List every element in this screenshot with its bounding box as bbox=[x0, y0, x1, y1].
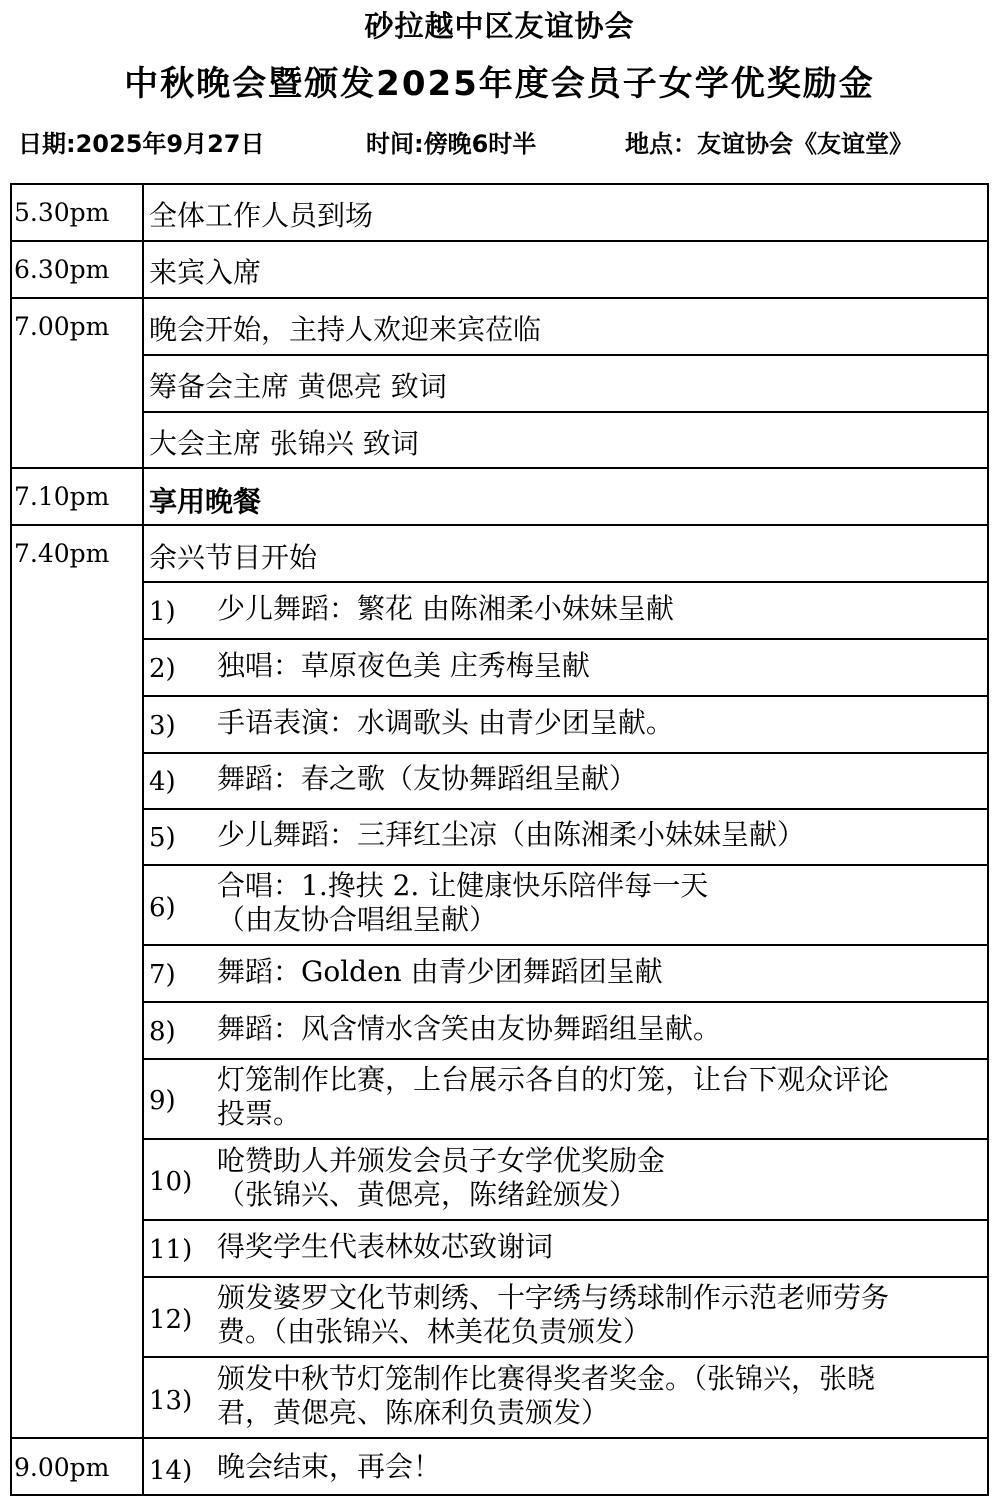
item-text: 呛赞助人并颁发会员子女学优奖励金 （张锦兴、黄偲亮，陈绪銓颁发） bbox=[217, 1144, 666, 1211]
item-text: 舞蹈：风含情水含笑由友协舞蹈组呈献。 bbox=[217, 1012, 722, 1045]
item-text: 少儿舞蹈：繁花 由陈湘柔小妹妹呈献 bbox=[217, 592, 674, 625]
row-divider bbox=[143, 1356, 988, 1358]
item-number: 5) bbox=[149, 823, 176, 853]
activity-text: 来宾入席 bbox=[149, 256, 262, 289]
item-number: 10) bbox=[149, 1167, 193, 1197]
time-cell: 5.30pm bbox=[14, 198, 110, 227]
row-divider bbox=[143, 638, 988, 640]
item-number: 8) bbox=[149, 1017, 176, 1047]
item-number: 9) bbox=[149, 1086, 176, 1116]
event-title: 中秋晚会暨颁发2025年度会员子女学优奖励金 bbox=[124, 64, 875, 104]
row-divider bbox=[143, 752, 988, 754]
item-text: 晚会结束，再会！ bbox=[217, 1450, 442, 1483]
activity-text: 筹备会主席 黄偲亮 致词 bbox=[149, 370, 447, 403]
item-number: 1) bbox=[149, 597, 176, 627]
time-cell: 9.00pm bbox=[14, 1453, 110, 1482]
row-divider bbox=[143, 944, 988, 946]
row-divider bbox=[143, 354, 988, 356]
activity-text: 余兴节目开始 bbox=[149, 541, 318, 574]
row-divider bbox=[143, 411, 988, 413]
row-divider bbox=[11, 524, 988, 526]
item-text: 颁发中秋节灯笼制作比赛得奖者奖金。（张锦兴，张晓 君，黄偲亮、陈庥利负责颁发） bbox=[217, 1362, 876, 1429]
activity-text: 享用晚餐 bbox=[149, 485, 262, 518]
item-text: 颁发婆罗文化节刺绣、十字绣与绣球制作示范老师劳务 费。（由张锦兴、林美花负责颁发） bbox=[217, 1281, 890, 1348]
column-divider bbox=[142, 184, 144, 1495]
row-divider bbox=[143, 808, 988, 810]
row-divider bbox=[143, 1138, 988, 1140]
item-number: 11) bbox=[149, 1235, 193, 1265]
item-text: 灯笼制作比赛，上台展示各自的灯笼，让台下观众评论 投票。 bbox=[217, 1063, 890, 1130]
item-number: 3) bbox=[149, 711, 176, 741]
item-number: 12) bbox=[149, 1305, 193, 1335]
row-divider bbox=[143, 695, 988, 697]
item-number: 6) bbox=[149, 893, 176, 923]
event-time: 时间:傍晚6时半 bbox=[366, 130, 537, 158]
organization-name: 砂拉越中区友谊协会 bbox=[364, 9, 635, 43]
row-divider bbox=[143, 1001, 988, 1003]
item-number: 7) bbox=[149, 960, 176, 990]
row-divider bbox=[143, 581, 988, 583]
row-divider bbox=[11, 467, 988, 469]
time-cell: 7.10pm bbox=[14, 482, 110, 511]
event-date: 日期:2025年9月27日 bbox=[18, 130, 265, 158]
row-divider bbox=[143, 864, 988, 866]
item-text: 手语表演：水调歌头 由青少团呈献。 bbox=[217, 706, 674, 739]
event-venue: 地点：友谊协会《友谊堂》 bbox=[625, 130, 913, 158]
item-number: 2) bbox=[149, 654, 176, 684]
item-number: 14) bbox=[149, 1456, 193, 1486]
row-divider bbox=[11, 240, 988, 242]
item-text: 舞蹈：春之歌（友协舞蹈组呈献） bbox=[217, 762, 638, 795]
item-number: 4) bbox=[149, 767, 176, 797]
time-cell: 7.40pm bbox=[14, 539, 110, 568]
row-divider bbox=[11, 1437, 988, 1439]
item-text: 合唱：1.搀扶 2. 让健康快乐陪伴每一天 （由友协合唱组呈献） bbox=[217, 869, 709, 936]
row-divider bbox=[143, 1219, 988, 1221]
item-text: 少儿舞蹈：三拜红尘凉（由陈湘柔小妹妹呈献） bbox=[217, 818, 806, 851]
item-text: 舞蹈：Golden 由青少团舞蹈团呈献 bbox=[217, 955, 663, 988]
item-text: 得奖学生代表林奻芯致谢词 bbox=[217, 1230, 554, 1263]
row-divider bbox=[143, 1276, 988, 1278]
row-divider bbox=[11, 297, 988, 299]
activity-text: 晚会开始，主持人欢迎来宾莅临 bbox=[149, 313, 542, 346]
activity-text: 大会主席 张锦兴 致词 bbox=[149, 427, 419, 460]
item-text: 独唱：草原夜色美 庄秀梅呈献 bbox=[217, 649, 590, 682]
activity-text: 全体工作人员到场 bbox=[149, 199, 374, 232]
time-cell: 7.00pm bbox=[14, 312, 110, 341]
row-divider bbox=[143, 1058, 988, 1060]
item-number: 13) bbox=[149, 1386, 193, 1416]
time-cell: 6.30pm bbox=[14, 255, 110, 284]
